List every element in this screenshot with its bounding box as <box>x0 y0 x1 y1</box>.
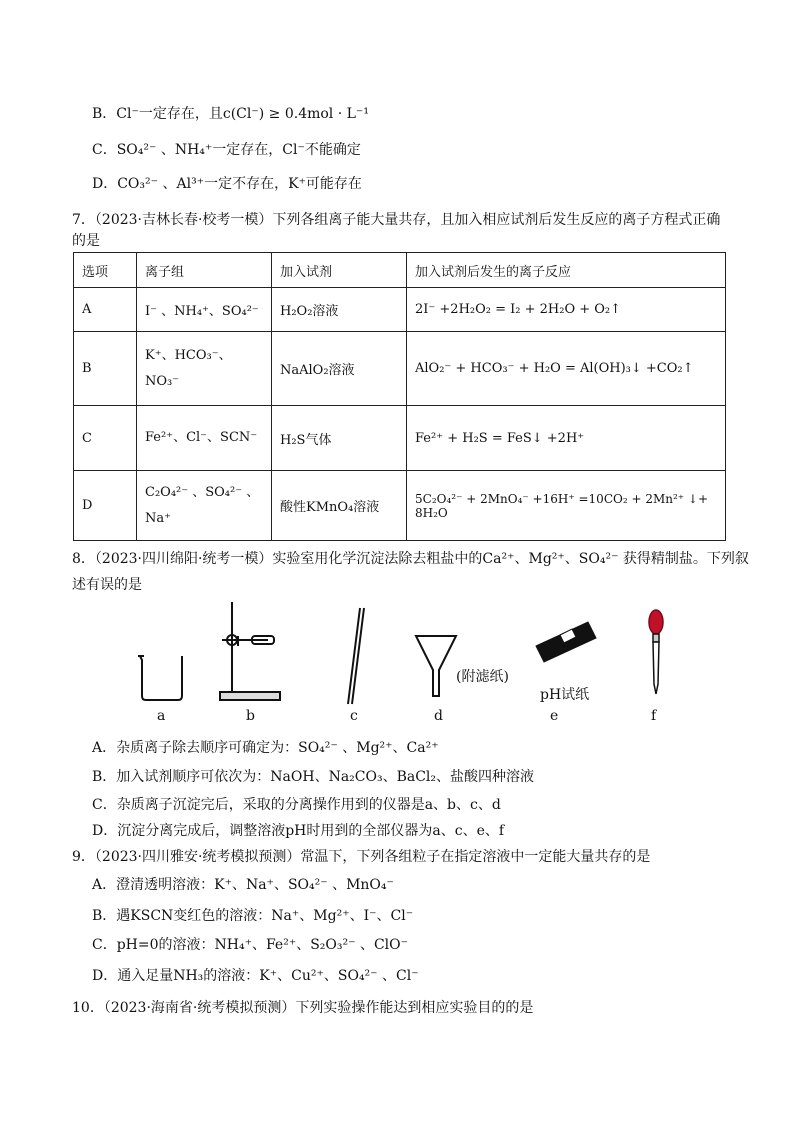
header-reaction: 加入试剂后发生的离子反应 <box>407 253 726 288</box>
table-row <box>74 406 726 471</box>
q8-option-d: D．沉淀分离完成后，调整溶液pH时用到的全部仪器为a、c、e、f <box>92 823 505 839</box>
row-b-ions: K⁺、HCO₃⁻、NO₃⁻ <box>137 332 272 406</box>
ph-paper-icon <box>536 622 596 662</box>
header-reagent: 加入试剂 <box>272 253 407 288</box>
row-c-reaction: Fe²⁺ + H₂S = FeS↓ +2H⁺ <box>407 406 726 471</box>
table-row <box>74 288 726 332</box>
q9-option-c: C．pH=0的溶液：NH₄⁺、Fe²⁺、S₂O₃²⁻ 、ClO⁻ <box>92 937 409 953</box>
q8-option-b: B．加入试剂顺序可依次为：NaOH、Na₂CO₃、BaCl₂、盐酸四种溶液 <box>92 769 535 785</box>
q9-option-b: B．遇KSCN变红色的溶液：Na⁺、Mg²⁺、I⁻、Cl⁻ <box>92 908 414 924</box>
prev-option-d: D．CO₃²⁻ 、Al³⁺一定不存在，K⁺可能存在 <box>92 176 362 192</box>
q7-stem-line1: 7．（2023·吉林长春·校考一模）下列各组离子能大量共存，且加入相应试剂后发生反应的离子方程式正确 <box>72 212 721 228</box>
header-option: 选项 <box>74 253 137 288</box>
funnel-note: (附滤纸) <box>456 669 509 685</box>
header-ions: 离子组 <box>137 253 272 288</box>
apparatus-label-e: e <box>550 708 559 724</box>
prev-option-b: B．Cl⁻一定存在，且c(Cl⁻) ≥ 0.4mol · L⁻¹ <box>92 106 369 122</box>
funnel-icon <box>416 636 456 696</box>
apparatus-drawing <box>120 596 700 726</box>
iron-stand-icon <box>220 602 280 700</box>
row-d-reaction: 5C₂O₄²⁻ + 2MnO₄⁻ +16H⁺ =10CO₂ + 2Mn²⁺ ↓+ 8H₂O <box>407 471 726 541</box>
ph-paper-note: pH试纸 <box>540 687 590 703</box>
q7-table <box>73 252 726 541</box>
q9-option-d: D．通入足量NH₃的溶液：K⁺、Cu²⁺、SO₄²⁻ 、Cl⁻ <box>92 968 419 984</box>
row-a-reagent: H₂O₂溶液 <box>272 288 407 332</box>
row-b-option: B <box>74 332 137 406</box>
apparatus-label-c: c <box>350 708 358 724</box>
q10-stem: 10．（2023·海南省·统考模拟预测）下列实验操作能达到相应实验目的的是 <box>72 1000 534 1016</box>
apparatus-figure <box>120 596 700 726</box>
beaker-icon <box>138 656 182 700</box>
apparatus-label-b: b <box>246 708 255 724</box>
dropper-icon <box>649 610 663 694</box>
row-a-ions: I⁻ 、NH₄⁺、SO₄²⁻ <box>137 288 272 332</box>
row-d-option: D <box>74 471 137 541</box>
row-d-ions: C₂O₄²⁻ 、SO₄²⁻ 、Na⁺ <box>137 471 272 541</box>
apparatus-label-f: f <box>651 708 657 724</box>
q8-stem-line2: 述有误的是 <box>72 577 142 593</box>
row-c-ions: Fe²⁺、Cl⁻、SCN⁻ <box>137 406 272 471</box>
q8-stem-line1: 8．（2023·四川绵阳·统考一模）实验室用化学沉淀法除去粗盐中的Ca²⁺、Mg²⁺、SO₄²⁻ 获得精制盐。下列叙 <box>72 551 749 567</box>
row-b-reagent: NaAlO₂溶液 <box>272 332 407 406</box>
glass-rod-icon <box>348 608 364 704</box>
row-c-reagent: H₂S气体 <box>272 406 407 471</box>
row-a-reaction: 2I⁻ +2H₂O₂ = I₂ + 2H₂O + O₂↑ <box>407 288 726 332</box>
row-d-reagent: 酸性KMnO₄溶液 <box>272 471 407 541</box>
prev-option-c: C．SO₄²⁻ 、NH₄⁺一定存在，Cl⁻不能确定 <box>92 142 361 158</box>
q9-option-a: A．澄清透明溶液：K⁺、Na⁺、SO₄²⁻ 、MnO₄⁻ <box>92 877 394 893</box>
table-row <box>74 471 726 541</box>
q8-option-a: A．杂质离子除去顺序可确定为：SO₄²⁻ 、Mg²⁺、Ca²⁺ <box>92 740 439 756</box>
apparatus-label-a: a <box>157 708 166 724</box>
apparatus-label-d: d <box>434 708 443 724</box>
row-c-option: C <box>74 406 137 471</box>
row-a-option: A <box>74 288 137 332</box>
q7-stem-line2: 的是 <box>72 233 100 249</box>
table-row <box>74 332 726 406</box>
table-header-row <box>74 253 726 288</box>
q8-option-c: C．杂质离子沉淀完后，采取的分离操作用到的仪器是a、b、c、d <box>92 797 501 813</box>
row-b-reaction: AlO₂⁻ + HCO₃⁻ + H₂O = Al(OH)₃↓ +CO₂↑ <box>407 332 726 406</box>
q9-stem: 9．（2023·四川雅安·统考模拟预测）常温下，下列各组粒子在指定溶液中一定能大量共存的是 <box>72 849 651 865</box>
